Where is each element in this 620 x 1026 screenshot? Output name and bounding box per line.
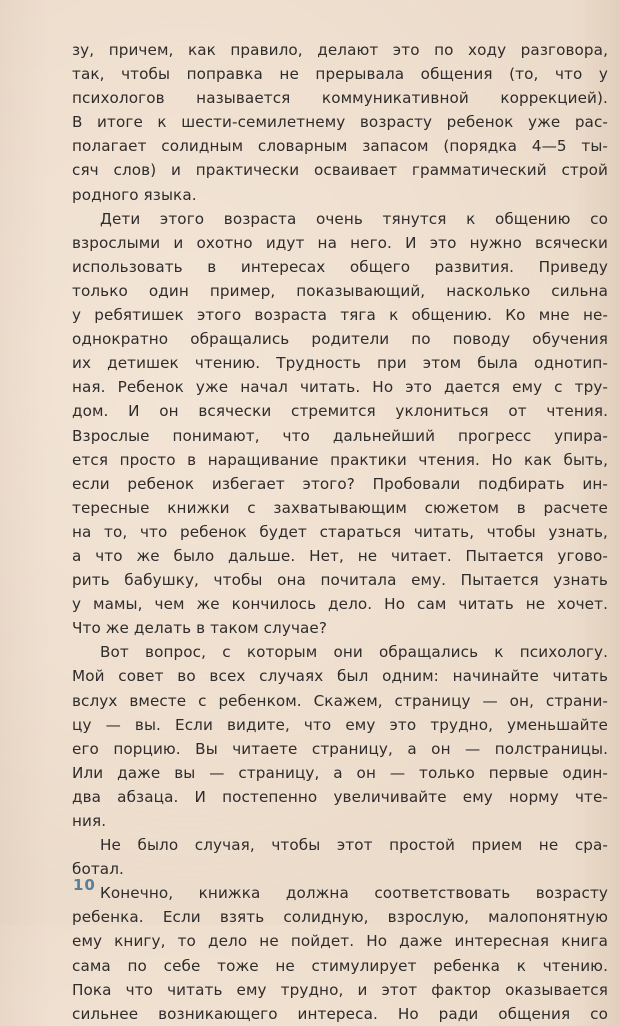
text-line: цу — вы. Если видите, что ему это трудно, уменьшайте xyxy=(72,715,608,734)
text-line: рить бабушку, чтобы она почитала ему. Пытается узнать xyxy=(72,571,608,590)
text-line: Мой совет во всех случаях был одним: начинайте читать xyxy=(72,667,608,686)
book-page-text xyxy=(72,38,608,1026)
text-line: взрослыми и охотно идут на него. И это нужно всячески xyxy=(72,233,608,252)
text-line: Пока что читать ему трудно, и этот фактор оказывается xyxy=(72,980,608,999)
text-line: Что же делать в таком случае? xyxy=(72,619,328,638)
text-line: у мамы, чем же кончилось дело. Но сам читать не хочет. xyxy=(72,595,608,614)
text-line: два абзаца. И постепенно увеличивайте ему норму чте- xyxy=(72,787,608,806)
paragraph xyxy=(72,881,608,1026)
text-line: ная. Ребенок уже начал читать. Но это дается ему с тру- xyxy=(72,378,608,397)
text-line: ботал. xyxy=(72,860,124,879)
text-line: Вот вопрос, с которым они обращались к психологу. xyxy=(100,643,608,662)
text-line: сама по себе тоже не стимулирует ребенка к чтению. xyxy=(72,956,608,975)
text-line: Или даже вы — страницу, а он — только первые один- xyxy=(72,763,608,782)
text-line: родного языка. xyxy=(72,185,197,204)
text-line: сяч слов) и практически осваивает грамматический строй xyxy=(72,161,608,180)
text-line: психологов называется коммуникативной коррекцией). xyxy=(72,89,608,108)
text-line: а что же было дальше. Нет, не читает. Пытается угово- xyxy=(72,546,608,565)
text-line: Конечно, книжка должна соответствовать возрасту xyxy=(100,884,608,903)
text-line: Взрослые понимают, что дальнейший прогресс упира- xyxy=(72,426,608,445)
text-line: полагает солидным словарным запасом (порядка 4—5 ты- xyxy=(72,137,608,156)
text-line: тересные книжки с захватывающим сюжетом в расчете xyxy=(72,498,608,517)
text-line: только один пример, показывающий, насколько сильна xyxy=(72,281,608,300)
text-line: на то, что ребенок будет стараться читать, чтобы узнать, xyxy=(72,522,608,541)
text-line: ется просто в наращивание практики чтения. Но как быть, xyxy=(72,450,608,469)
paragraph xyxy=(72,207,608,641)
text-line: его порцию. Вы читаете страницу, а он — полстраницы. xyxy=(72,739,608,758)
text-line: Дети этого возраста очень тянутся к общению со xyxy=(100,209,608,228)
text-line: ему книгу, то дело не пойдет. Но даже интересная книга xyxy=(72,932,608,951)
text-line: у ребятишек этого возраста тяга к общению. Ко мне не- xyxy=(72,306,608,325)
paragraph xyxy=(72,640,608,833)
text-line: дом. И он всячески стремится уклониться от чтения. xyxy=(72,402,608,421)
text-line: В итоге к шести-семилетнему возрасту ребенок уже рас- xyxy=(72,113,608,132)
text-line: зу, причем, как правило, делают это по ходу разговора, xyxy=(72,41,608,59)
paragraph xyxy=(72,833,608,881)
text-line: вслух вместе с ребенком. Скажем, страницу — он, страни- xyxy=(72,691,608,710)
text-line: ребенка. Если взять солидную, взрослую, малопонятную xyxy=(72,908,608,927)
text-line: Не было случая, чтобы этот простой прием не сра- xyxy=(100,836,608,855)
text-line: ния. xyxy=(72,812,107,830)
text-line: сильнее возникающего интереса. Но ради общения со xyxy=(72,1004,608,1023)
text-line: если ребенок избегает этого? Пробовали подбирать ин- xyxy=(72,474,608,493)
text-line: однократно обращались родители по поводу обучения xyxy=(72,330,608,349)
page-number: 10 xyxy=(73,876,96,894)
text-line: так, чтобы поправка не прерывала общения (то, что у xyxy=(72,65,608,84)
text-line: их детишек чтению. Трудность при этом была однотип- xyxy=(72,354,608,373)
text-line: использовать в интересах общего развития. Приведу xyxy=(72,257,608,276)
paragraph xyxy=(72,38,608,207)
